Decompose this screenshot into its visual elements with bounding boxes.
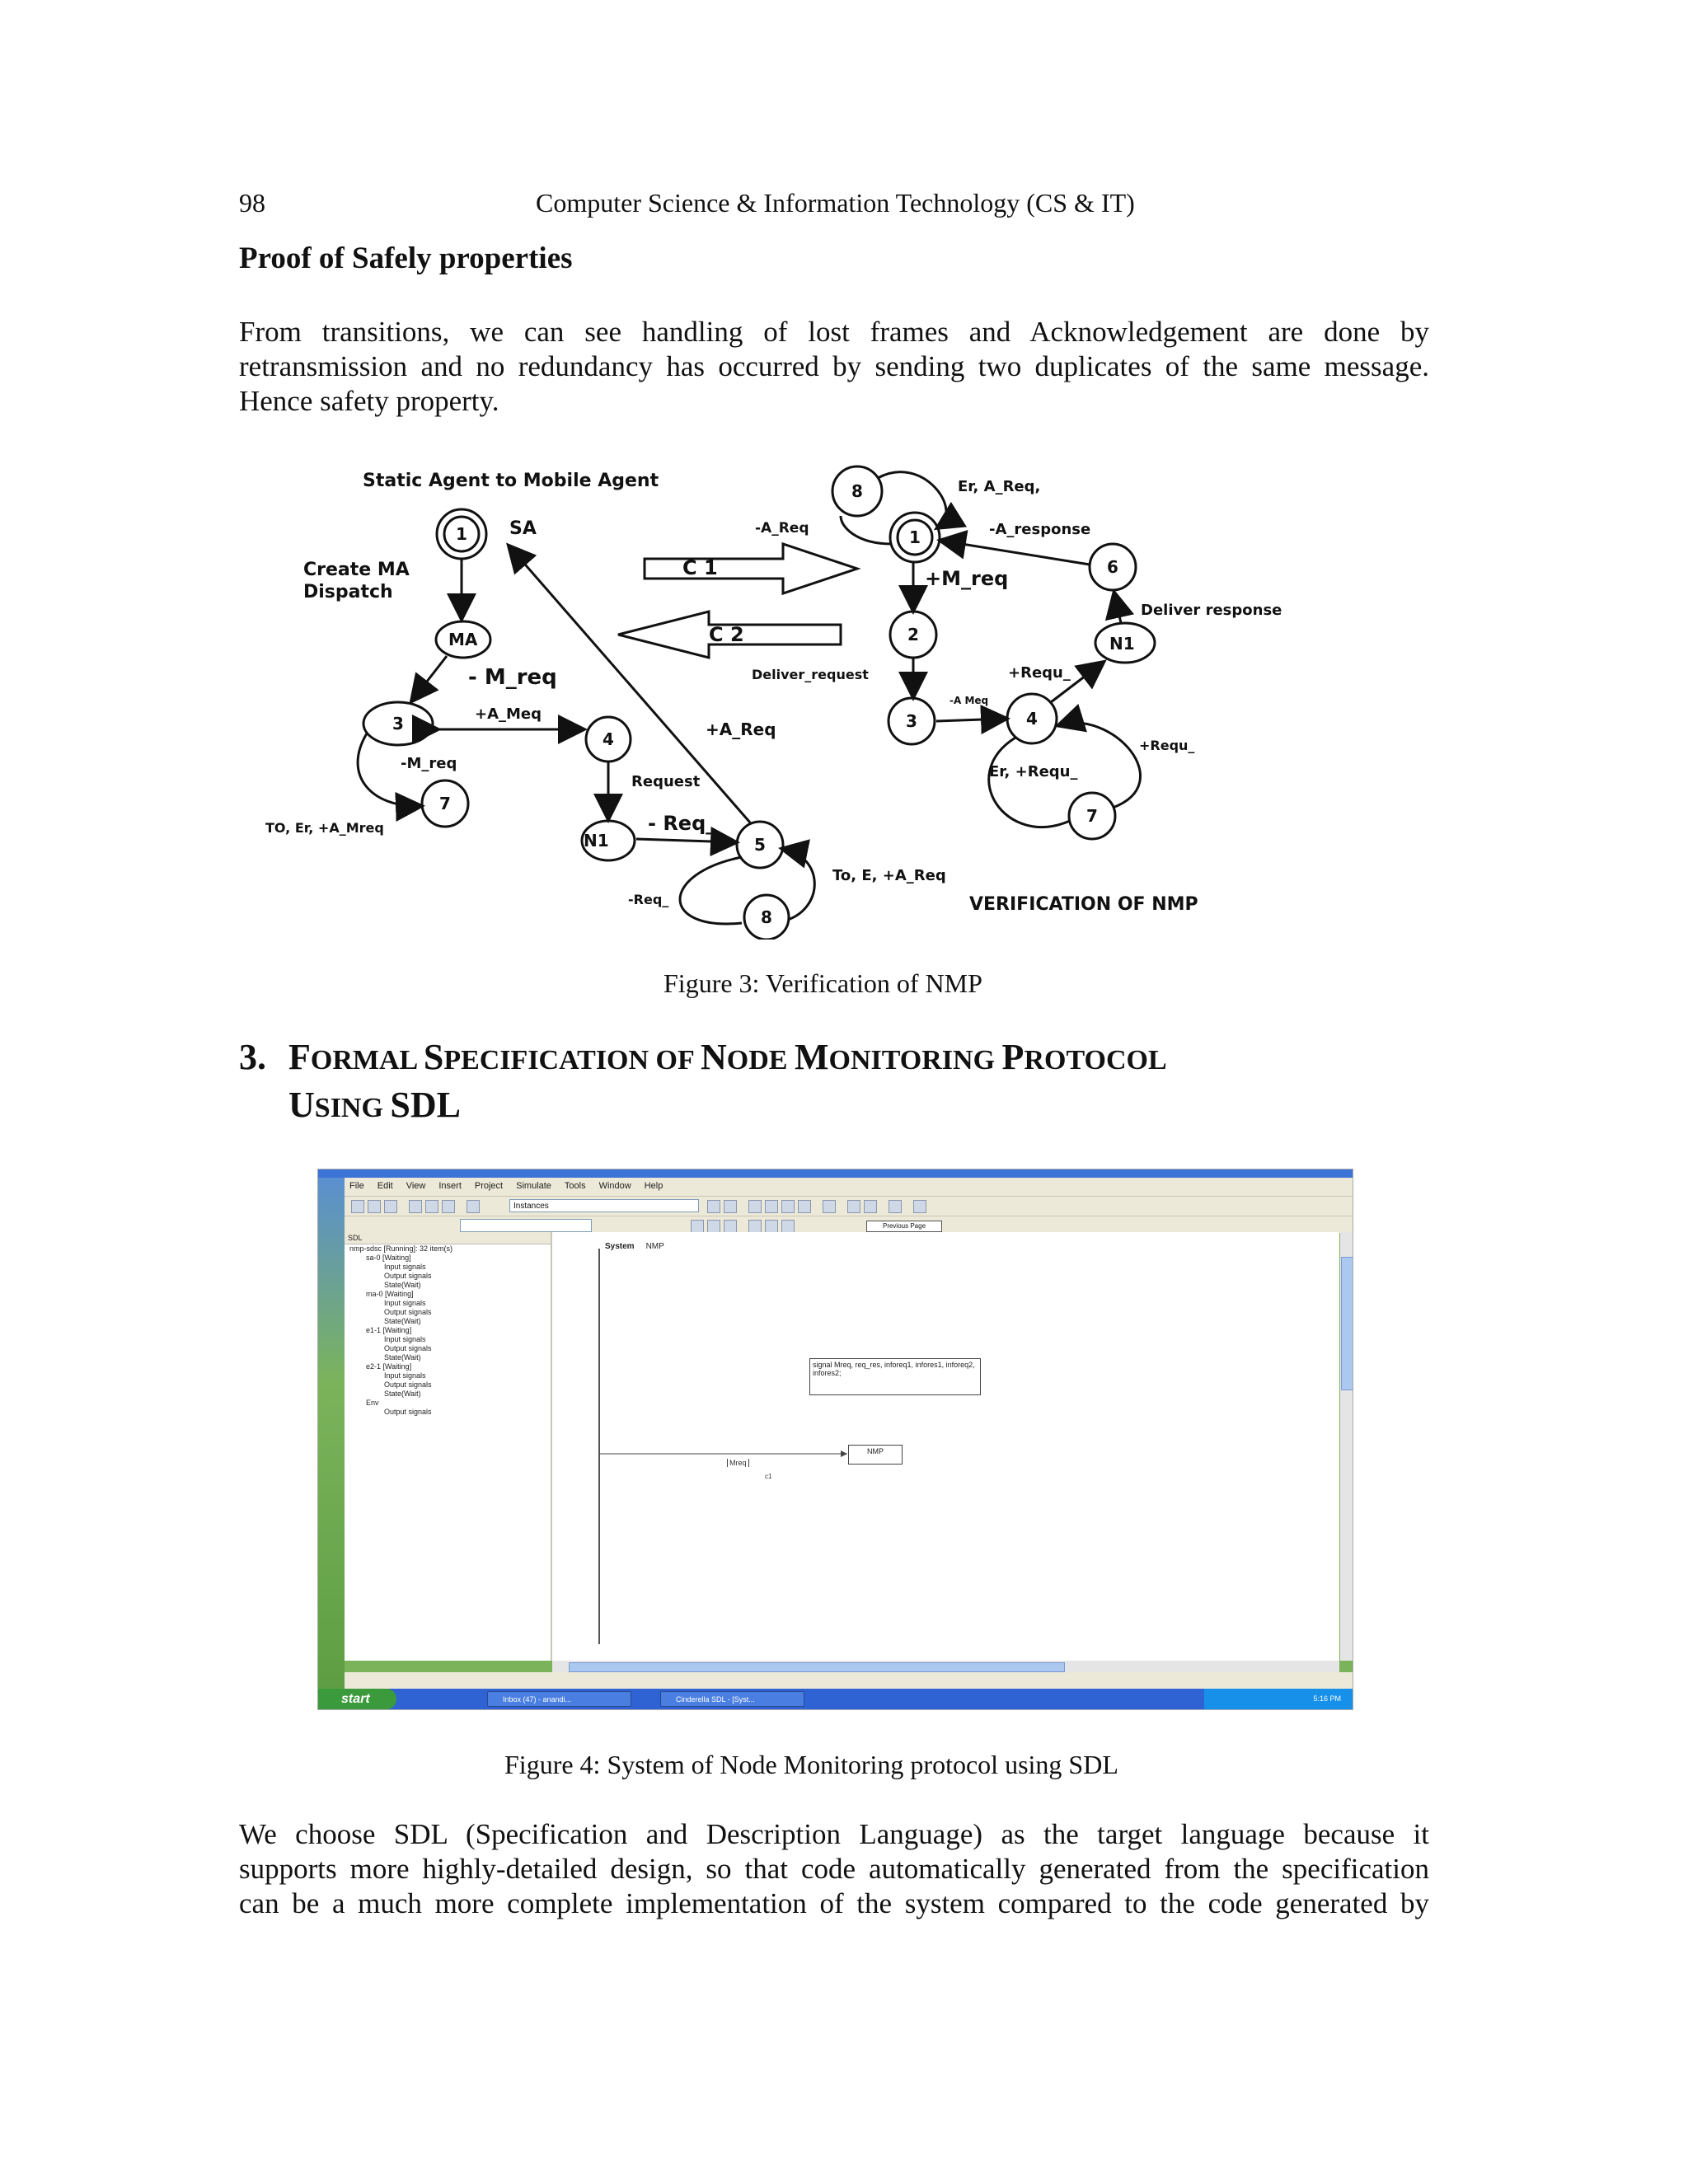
state-label: 2 xyxy=(907,625,919,644)
menu-insert[interactable]: Insert xyxy=(438,1181,462,1191)
paragraph-safety xyxy=(239,315,1429,419)
tool-icon[interactable] xyxy=(823,1200,836,1213)
label-er-requ: Er, +Requ_ xyxy=(989,763,1078,780)
label-neg-a-response: -A_response xyxy=(989,521,1091,538)
align-icon[interactable] xyxy=(781,1220,795,1233)
menu-project[interactable]: Project xyxy=(474,1181,504,1191)
record-icon[interactable] xyxy=(847,1200,860,1213)
label-n1-right: N1 xyxy=(1109,634,1135,654)
signal-list-label: Mreq xyxy=(727,1459,749,1467)
heading-cap: P xyxy=(1001,1037,1025,1077)
tree-item[interactable]: Output signals xyxy=(384,1308,432,1316)
label-m-req-right: +M_req xyxy=(925,567,1009,590)
tree-item[interactable]: State(Wait) xyxy=(384,1390,421,1398)
label-deliver-response: Deliver response xyxy=(1141,602,1282,619)
heading-smallcaps: PECIFICATION OF xyxy=(443,1045,701,1076)
align-icon[interactable] xyxy=(748,1220,762,1233)
save-icon[interactable] xyxy=(384,1200,397,1213)
label-n1-left: N1 xyxy=(584,831,609,851)
label-requ-right: +Requ_ xyxy=(1139,738,1195,753)
state-label: 3 xyxy=(906,711,917,731)
figure-4-caption: Figure 4: System of Node Monitoring protocol using SDL xyxy=(504,1750,1118,1779)
label-c2: C 2 xyxy=(709,623,744,646)
label-a-meq: +A_Meq xyxy=(475,705,542,723)
tree-item[interactable]: sa-0 [Waiting] xyxy=(366,1254,411,1262)
nmp-block[interactable]: NMP xyxy=(848,1445,903,1465)
tree-header: SDL xyxy=(345,1232,551,1244)
tree-item[interactable]: e2-1 [Waiting] xyxy=(366,1362,412,1371)
horizontal-scrollbar[interactable] xyxy=(552,1661,1339,1672)
toolbar-main xyxy=(345,1196,1353,1216)
help-pointer-icon[interactable] xyxy=(913,1200,926,1213)
taskbar-item[interactable]: Inbox (47) - anandi... xyxy=(487,1691,631,1707)
section-title: Proof of Safely properties xyxy=(239,241,573,275)
heading-line-2 xyxy=(239,1083,1167,1131)
tool-icon[interactable] xyxy=(765,1200,778,1213)
tool-icon[interactable] xyxy=(781,1200,795,1213)
tree-item[interactable]: Input signals xyxy=(384,1335,426,1343)
paragraph-line: retransmission and no redundancy has occurred by sending two duplicates of the same message. xyxy=(239,350,1429,382)
italic-icon[interactable] xyxy=(707,1220,720,1233)
c1-arrow xyxy=(645,544,857,593)
state-label: 8 xyxy=(851,481,863,501)
paragraph-line: Hence safety property. xyxy=(239,385,499,417)
label-sa: SA xyxy=(509,518,537,539)
label-dispatch: Dispatch xyxy=(303,582,393,602)
record-icon[interactable] xyxy=(864,1200,877,1213)
tree-item[interactable]: Input signals xyxy=(384,1263,426,1271)
label-ma: MA xyxy=(448,630,478,649)
state-label: 8 xyxy=(761,907,772,927)
page-number: 98 xyxy=(239,188,265,218)
tool-icon[interactable] xyxy=(467,1200,480,1213)
menu-tools[interactable]: Tools xyxy=(564,1181,586,1191)
heading-smallcaps: SING xyxy=(314,1093,391,1123)
open-icon[interactable] xyxy=(368,1200,381,1213)
paragraph-line: From transitions, we can see handling of lost frames and Acknowledgement are done by xyxy=(239,316,1429,348)
tree-item[interactable]: State(Wait) xyxy=(384,1353,421,1361)
cut-icon[interactable] xyxy=(409,1200,422,1213)
state-label: 7 xyxy=(439,794,451,813)
heading-cap: M xyxy=(794,1037,829,1077)
label-verification: VERIFICATION OF NMP xyxy=(969,894,1198,915)
tool-icon[interactable] xyxy=(889,1200,902,1213)
tree-item[interactable]: State(Wait) xyxy=(384,1317,421,1325)
new-icon[interactable] xyxy=(351,1200,364,1213)
paragraph-sdl xyxy=(239,1817,1429,1921)
menu-file[interactable]: File xyxy=(349,1181,364,1191)
menu-bar xyxy=(345,1178,1353,1196)
system-tray-clock: 5:16 PM xyxy=(1204,1689,1353,1709)
heading-smallcaps: ONITORING xyxy=(828,1045,1002,1076)
vertical-scrollbar[interactable] xyxy=(1340,1232,1353,1661)
tree-panel xyxy=(345,1232,552,1661)
heading-cap: U xyxy=(288,1085,315,1125)
tool-icon[interactable] xyxy=(748,1200,762,1213)
copy-icon[interactable] xyxy=(425,1200,438,1213)
state-label: 5 xyxy=(754,835,766,855)
label-neg-m-req: -M_req xyxy=(401,755,457,772)
underline-icon[interactable] xyxy=(724,1220,737,1233)
label-request: Request xyxy=(631,773,701,790)
heading-smallcaps: ODE xyxy=(726,1045,795,1076)
label-neg-req: -Req_ xyxy=(628,892,669,907)
tree-item[interactable]: Input signals xyxy=(384,1299,426,1307)
label-to-er: TO, Er, +A_Mreq xyxy=(265,820,384,836)
taskbar xyxy=(318,1689,1353,1709)
system-keyword: System xyxy=(605,1242,635,1251)
heading-cap: SDL xyxy=(390,1085,462,1125)
tree-item[interactable]: Output signals xyxy=(384,1408,432,1416)
label-c1: C 1 xyxy=(682,556,718,579)
label-requ: +Requ_ xyxy=(1008,664,1071,682)
label-deliver-request: Deliver_request xyxy=(752,667,869,682)
heading-smallcaps: ORMAL xyxy=(310,1045,424,1076)
channel-label: c1 xyxy=(765,1473,772,1480)
paragraph-line: can be a much more complete implementation of the system compared to the code generated by xyxy=(239,1887,1429,1919)
scrollbar-thumb[interactable] xyxy=(569,1662,1065,1672)
menu-window[interactable]: Window xyxy=(598,1181,631,1191)
label-a-meq-small: -A Meq xyxy=(950,695,989,706)
heading-cap: N xyxy=(701,1037,727,1077)
tree-item[interactable]: Output signals xyxy=(384,1344,432,1352)
label-er-a-req: Er, A_Req, xyxy=(958,478,1041,495)
heading-smallcaps: ROTOCOL xyxy=(1024,1045,1167,1076)
tree-item[interactable]: State(Wait) xyxy=(384,1281,421,1289)
menu-view[interactable]: View xyxy=(406,1181,426,1191)
label-title-left: Static Agent to Mobile Agent xyxy=(363,471,659,491)
tree-item[interactable]: ma-0 [Waiting] xyxy=(366,1290,414,1298)
tree-item[interactable]: nmp-sdsc [Running]: 32 item(s) xyxy=(349,1244,453,1253)
signal-declaration-box[interactable]: signal Mreq, req_res, inforeq1, infores1, inforeq2, infores2; xyxy=(809,1358,981,1395)
channel-line xyxy=(552,1232,1339,1661)
toolbar-format xyxy=(345,1216,1353,1233)
label-m-req: - M_req xyxy=(468,665,557,690)
heading-cap: F xyxy=(288,1037,311,1077)
figure-4-screenshot xyxy=(317,1169,1353,1710)
desktop-background xyxy=(318,1178,345,1689)
previous-page-button[interactable]: Previous Page xyxy=(866,1221,942,1232)
paragraph-line: We choose SDL (Specification and Description Language) as the target language because it xyxy=(239,1818,1429,1850)
label-create-ma: Create MA xyxy=(303,560,410,580)
heading-line-1 xyxy=(288,1037,1167,1077)
label-to-e: To, E, +A_Req xyxy=(832,867,946,884)
figure-3-state-diagram xyxy=(264,462,1335,940)
heading-cap: S xyxy=(423,1037,444,1077)
window-title-bar xyxy=(318,1169,1353,1178)
tool-icon[interactable] xyxy=(724,1200,737,1213)
label-a-req-mid: +A_Req xyxy=(706,719,776,739)
running-header: Computer Science & Information Technology (CS & IT) xyxy=(536,188,1135,218)
label-req: - Req_ xyxy=(648,812,716,835)
taskbar-item[interactable]: Cinderella SDL - [Syst... xyxy=(660,1691,804,1707)
status-bar xyxy=(345,1672,1353,1689)
font-select[interactable] xyxy=(460,1219,592,1232)
paste-icon[interactable] xyxy=(442,1200,455,1213)
state-label: 3 xyxy=(392,714,404,733)
state-label: 6 xyxy=(1107,557,1118,577)
instances-select[interactable]: Instances xyxy=(509,1199,699,1212)
state-label: 1 xyxy=(456,524,467,544)
tree-item[interactable]: e1-1 [Waiting] xyxy=(366,1326,412,1334)
menu-help[interactable]: Help xyxy=(644,1181,663,1191)
tree-item[interactable]: Input signals xyxy=(384,1371,426,1380)
tree-item[interactable]: Output signals xyxy=(384,1380,432,1389)
tree-item[interactable]: Output signals xyxy=(384,1272,432,1280)
menu-edit[interactable]: Edit xyxy=(377,1181,393,1191)
system-name: NMP xyxy=(645,1242,664,1251)
heading-number: 3. xyxy=(239,1037,266,1077)
scrollbar-thumb[interactable] xyxy=(1341,1257,1353,1390)
state-label: 4 xyxy=(603,729,614,749)
figure-3-caption: Figure 3: Verification of NMP xyxy=(663,968,982,998)
menu-simulate[interactable]: Simulate xyxy=(516,1181,551,1191)
tool-icon[interactable] xyxy=(707,1200,720,1213)
paragraph-line: supports more highly-detailed design, so that code automatically generated from the specification xyxy=(239,1853,1429,1885)
diagram-canvas[interactable] xyxy=(552,1232,1339,1661)
tree-item[interactable]: Env xyxy=(366,1399,379,1407)
section-heading-3 xyxy=(239,1035,1167,1131)
state-label: 7 xyxy=(1086,806,1098,826)
state-label: 4 xyxy=(1026,709,1038,729)
bold-icon[interactable] xyxy=(691,1220,704,1233)
label-neg-a-req: -A_Req xyxy=(755,520,809,537)
tool-icon[interactable] xyxy=(798,1200,811,1213)
start-button[interactable]: start xyxy=(318,1689,396,1709)
state-label: 1 xyxy=(909,527,921,547)
align-icon[interactable] xyxy=(765,1220,778,1233)
